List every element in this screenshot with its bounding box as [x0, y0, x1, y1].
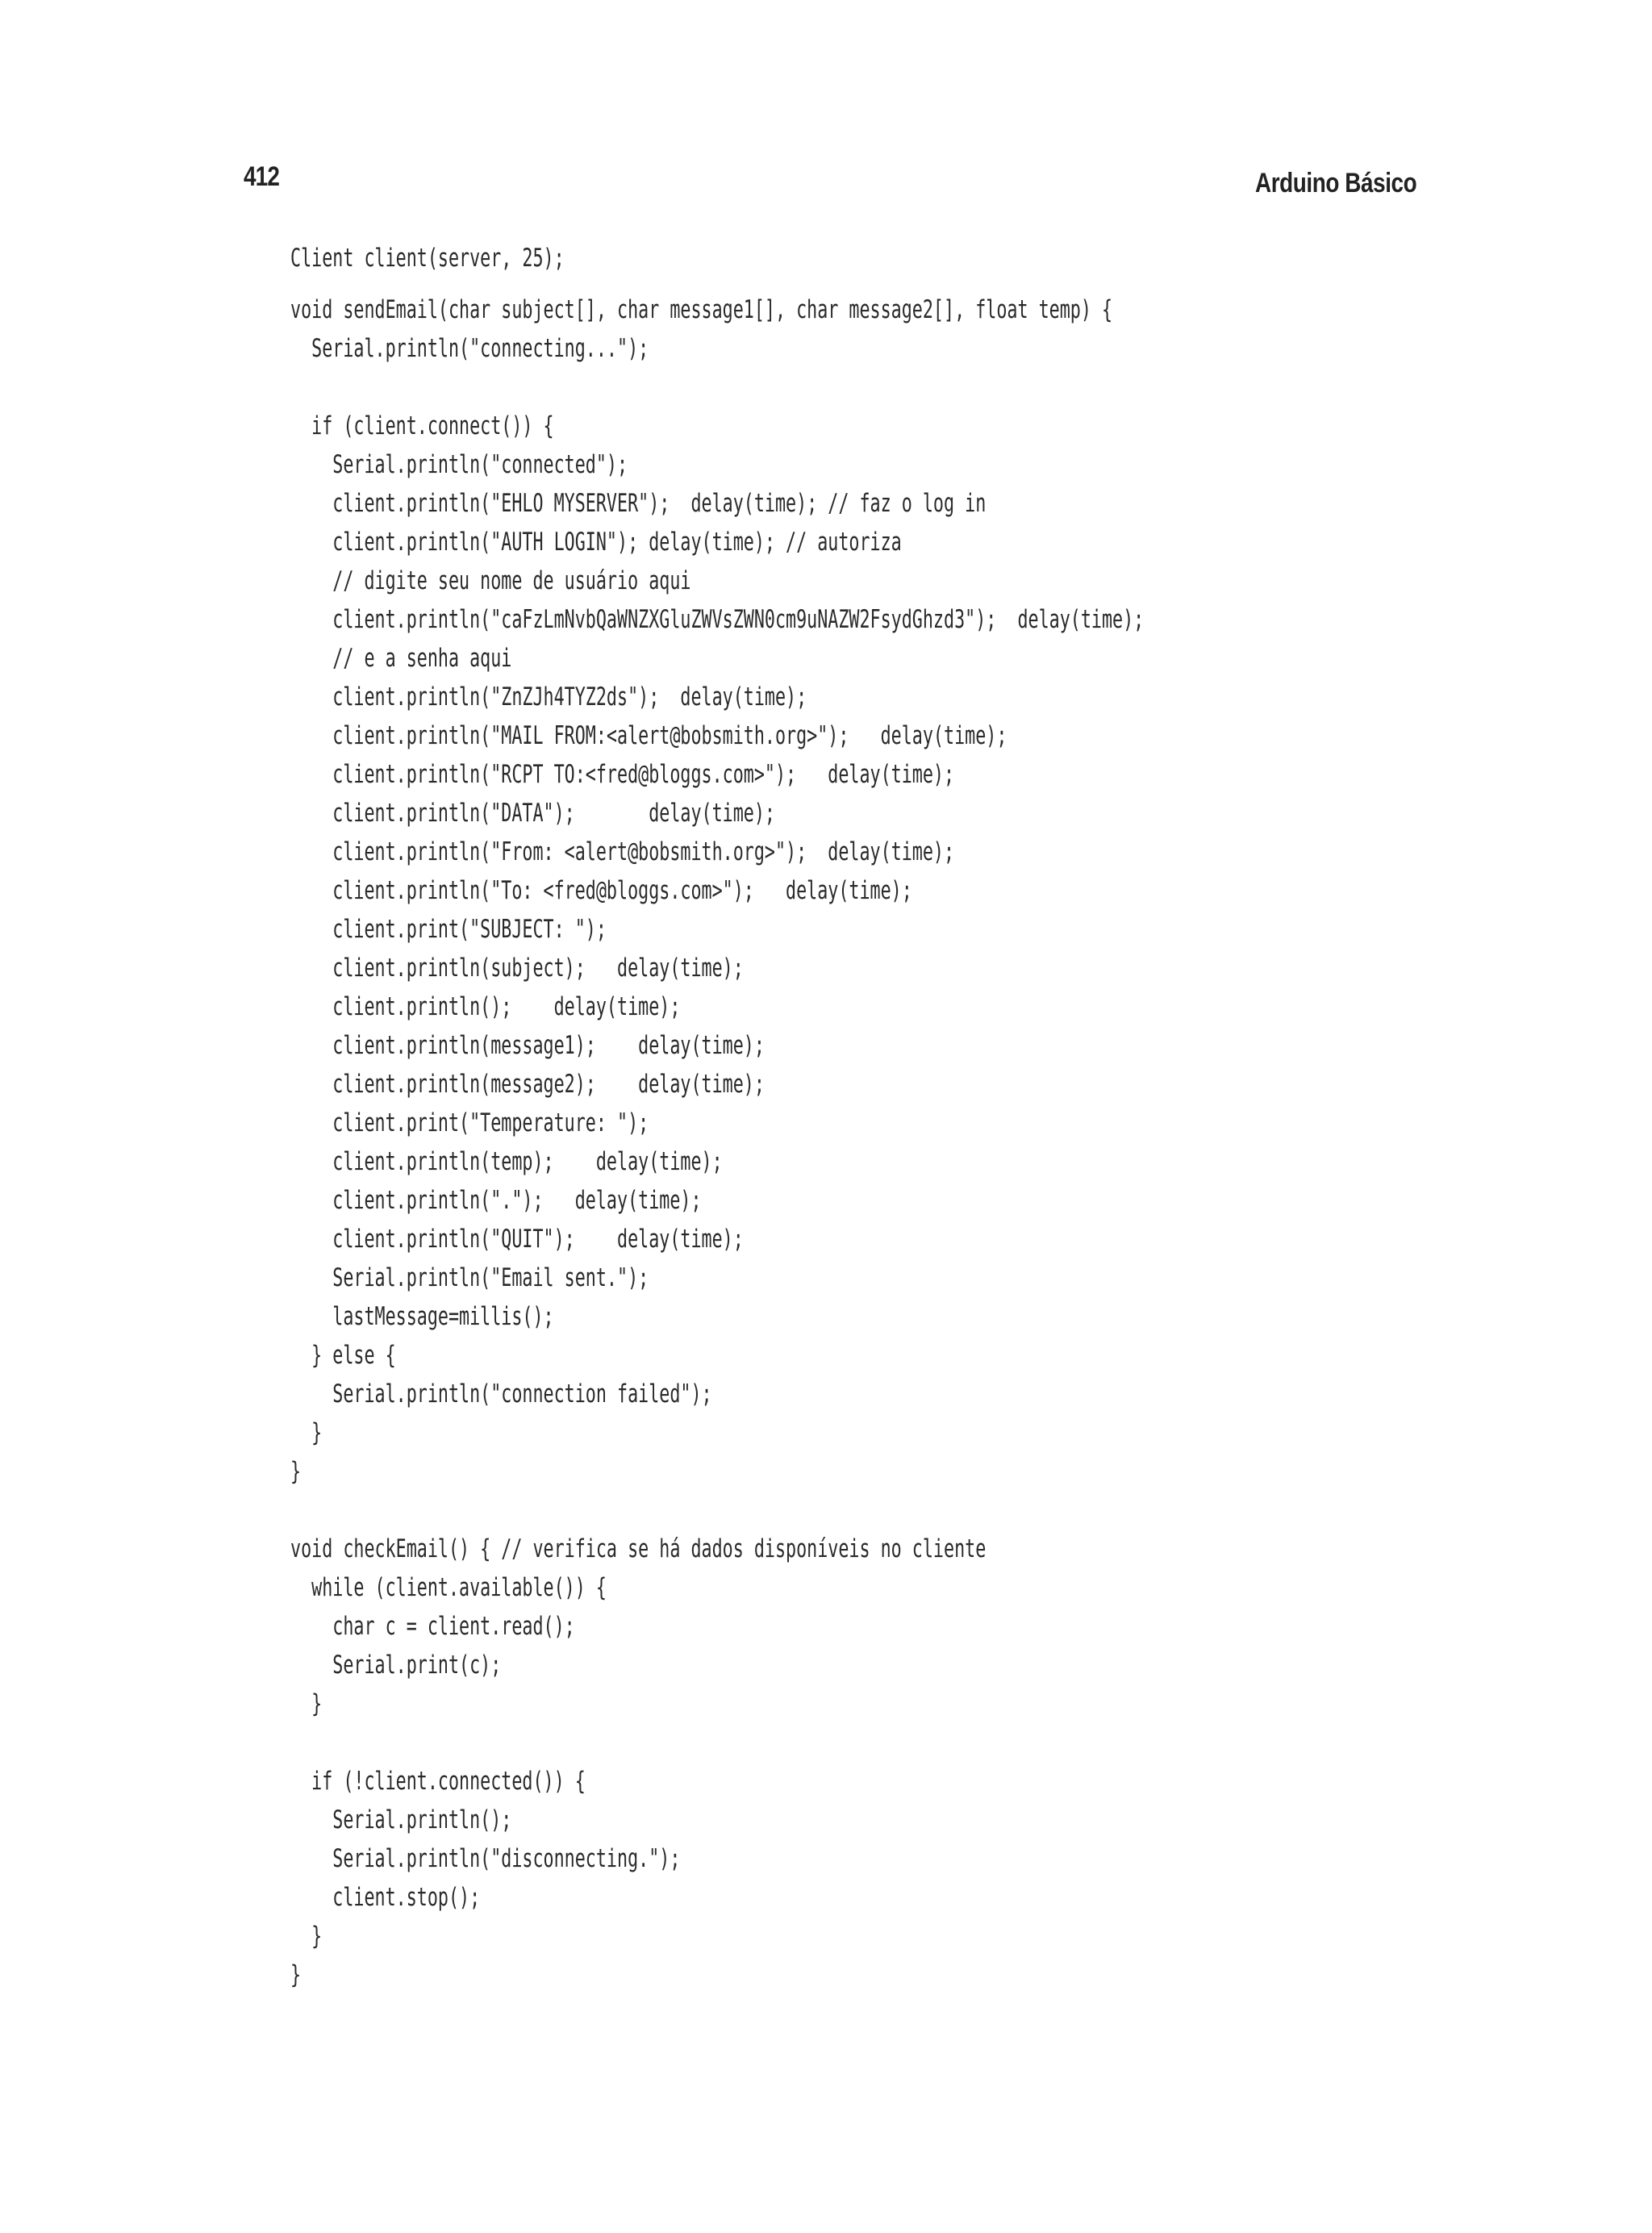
- code-line: client.println("ZnZJh4TYZ2ds"); delay(time);: [290, 682, 807, 712]
- code-line: client.print("Temperature: ");: [290, 1108, 649, 1137]
- code-line: [290, 1723, 1144, 1762]
- code-line: Serial.println();: [290, 1805, 512, 1834]
- code-line: }: [290, 1418, 323, 1447]
- code-line: client.println("RCPT TO:<fred@bloggs.com>"); delay(time);: [290, 760, 955, 789]
- code-line: client.println(message2); delay(time);: [290, 1070, 765, 1099]
- code-line: Client client(server, 25);: [290, 244, 565, 273]
- code-listing: [290, 239, 1510, 1994]
- code-line: client.println("MAIL FROM:<alert@bobsmith.org>"); delay(time);: [290, 721, 1007, 750]
- code-line: client.println(); delay(time);: [290, 992, 681, 1021]
- code-line: void sendEmail(char subject[], char message1[], char message2[], float temp) {: [290, 295, 1113, 324]
- code-comment: // e a senha aqui: [290, 644, 512, 673]
- code-line: client.println("QUIT"); delay(time);: [290, 1225, 744, 1254]
- code-line: client.println("EHLO MYSERVER"); delay(time); // faz o log in: [290, 489, 987, 518]
- code-line: client.print("SUBJECT: ");: [290, 915, 607, 944]
- page-number: 412: [244, 161, 280, 192]
- code-line: client.println("caFzLmNvbQaWNZXGluZWVsZWN0cm9uNAZW2FsydGhzd3"); delay(time);: [290, 605, 1145, 634]
- code-line: client.println("."); delay(time);: [290, 1186, 702, 1215]
- code-line: Serial.println("Email sent.");: [290, 1263, 649, 1292]
- code-line: Serial.println("disconnecting.");: [290, 1844, 681, 1873]
- code-line: Serial.println("connection failed");: [290, 1379, 712, 1409]
- code-line: [290, 368, 1144, 407]
- code-comment: // digite seu nome de usuário aqui: [290, 566, 691, 595]
- code-line: client.println(temp); delay(time);: [290, 1147, 723, 1176]
- running-header-title: Arduino Básico: [1254, 168, 1416, 198]
- code-line: }: [290, 1457, 302, 1486]
- code-line: }: [290, 1960, 302, 1989]
- code-line: client.println("DATA"); delay(time);: [290, 799, 775, 828]
- code-line: Serial.println("connected");: [290, 450, 628, 479]
- code-line: client.println("From: <alert@bobsmith.org>"); delay(time);: [290, 837, 955, 866]
- code-line: if (client.connect()) {: [290, 411, 554, 440]
- code-line: lastMessage=millis();: [290, 1302, 554, 1331]
- code-line: } else {: [290, 1341, 396, 1370]
- code-line: }: [290, 1689, 323, 1718]
- code-line: [290, 1491, 1144, 1530]
- code-line: }: [290, 1922, 323, 1951]
- code-line: Serial.print(c);: [290, 1651, 502, 1680]
- code-line: client.println(subject); delay(time);: [290, 954, 744, 983]
- code-line: client.stop();: [290, 1883, 481, 1912]
- code-line: client.println(message1); delay(time);: [290, 1031, 765, 1060]
- code-line: void checkEmail() { // verifica se há dados disponíveis no cliente: [290, 1534, 987, 1563]
- code-line: char c = client.read();: [290, 1612, 575, 1641]
- code-line: while (client.available()) {: [290, 1573, 607, 1602]
- code-line: client.println("To: <fred@bloggs.com>"); delay(time);: [290, 876, 912, 905]
- code-line: Serial.println("connecting...");: [290, 334, 649, 363]
- code-line: if (!client.connected()) {: [290, 1767, 586, 1796]
- code-line: client.println("AUTH LOGIN"); delay(time); // autoriza: [290, 528, 902, 557]
